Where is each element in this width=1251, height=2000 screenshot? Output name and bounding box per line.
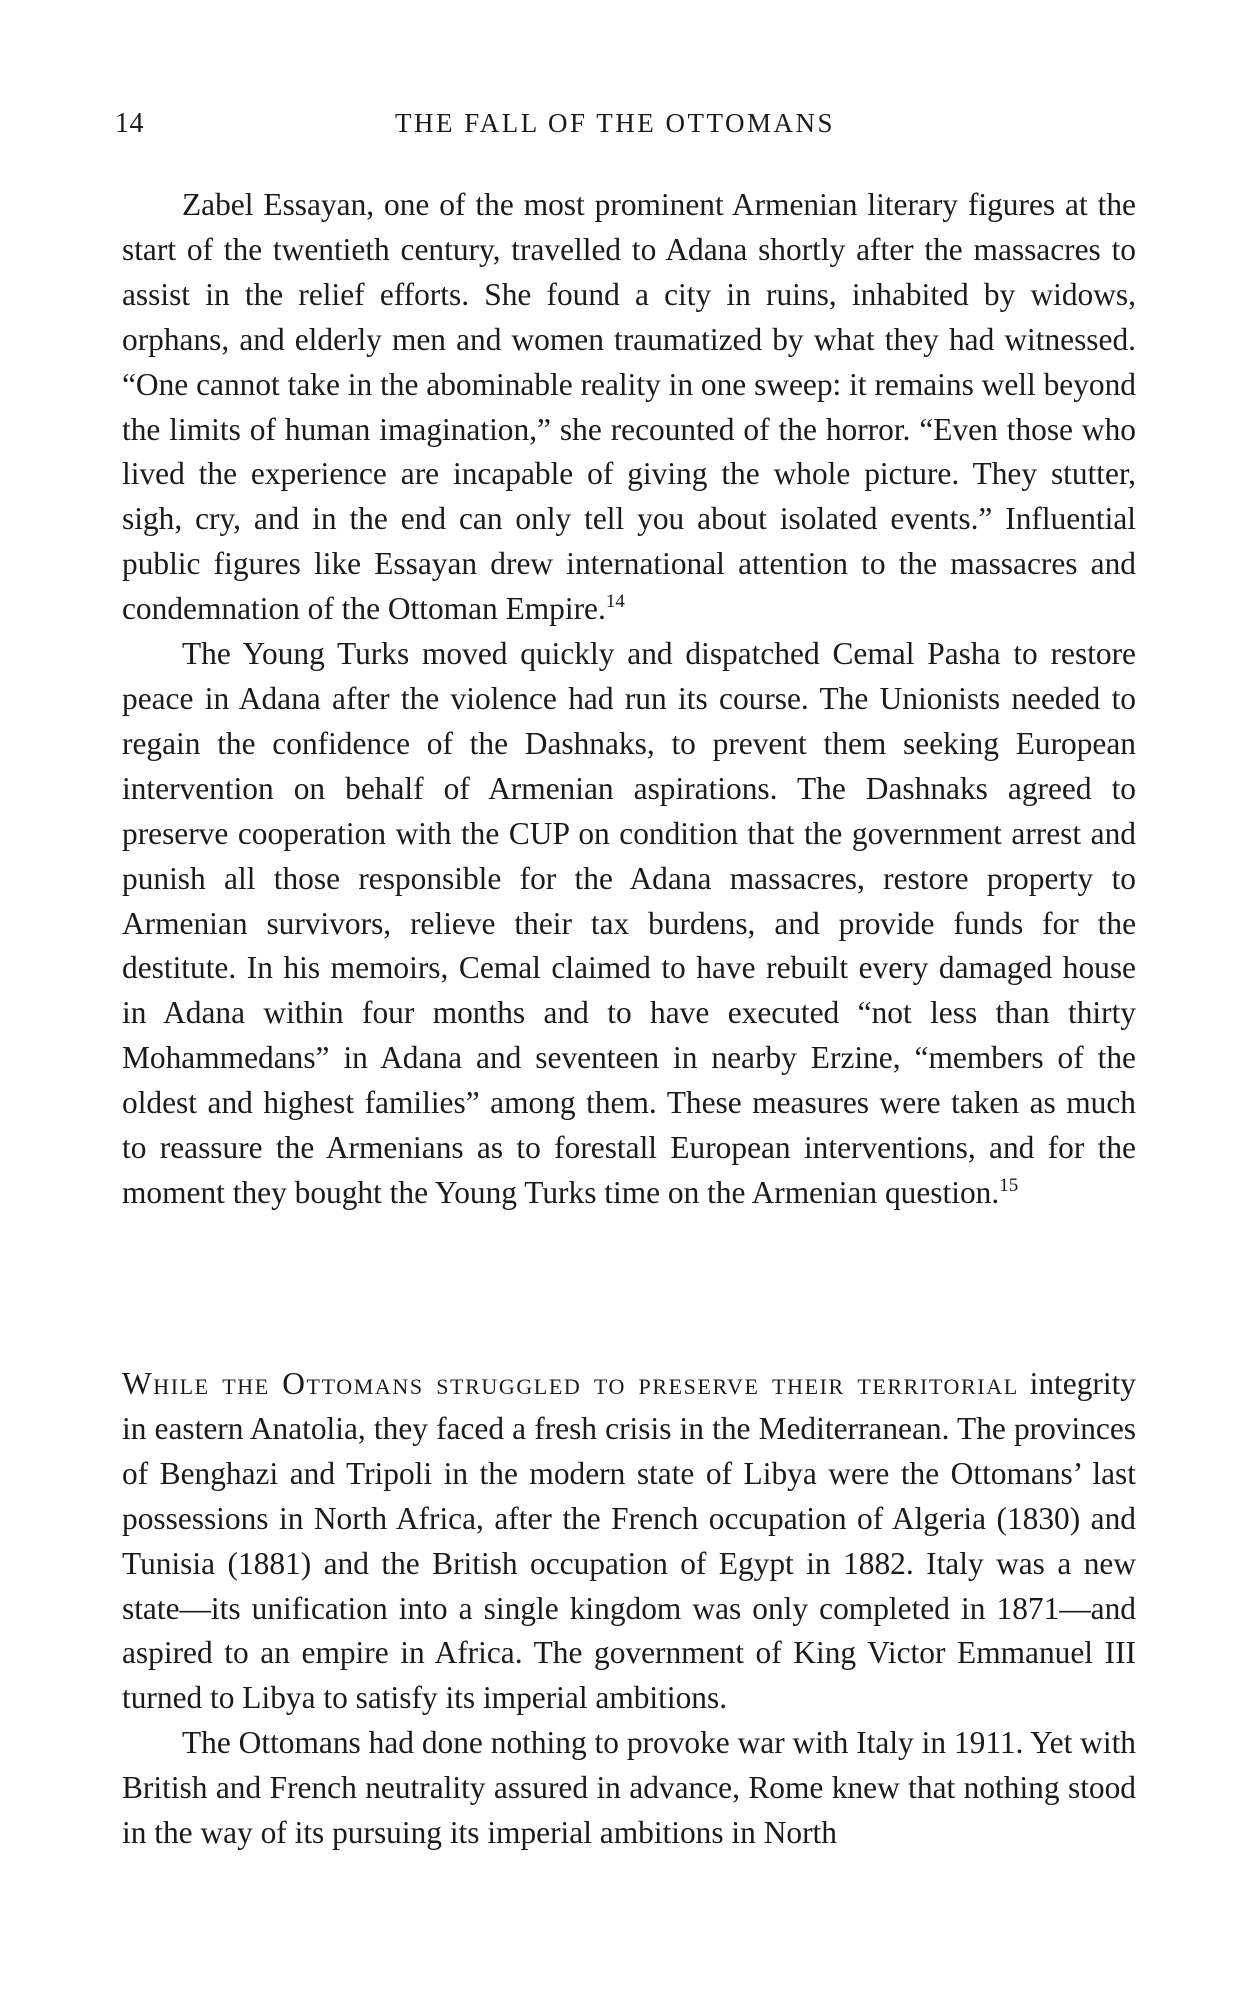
paragraph-text: integrity in eastern Anatolia, they faced a fresh crisis in the Mediterranean. The provinces of Benghazi and Tripoli in the modern state of Libya were the Ottomans’ last possessions in North Africa, after the French occupation of Algeria (1830) and Tunisia (1881) and the British occupation of Egypt in 1882. Italy was a new state—its unification into a single kingdom was only completed in 1871—and aspired to an empire in Africa. The government of King Victor Emmanuel III turned to Libya to satisfy its imperial ambitions. bbox=[122, 1366, 1136, 1716]
page-number: 14 bbox=[115, 108, 144, 139]
running-head bbox=[115, 108, 1135, 148]
section-1 bbox=[122, 183, 1136, 1216]
running-title: THE FALL OF THE OTTOMANS bbox=[395, 108, 836, 138]
paragraph-text: The Ottomans had done nothing to provoke war with Italy in 1911. Yet with British and French neutrality assured in advance, Rome knew that nothing stood in the way of its pursuing its imperial ambitions in North bbox=[122, 1725, 1136, 1851]
paragraph-essayan bbox=[122, 183, 1136, 632]
footnote-marker: 14 bbox=[605, 591, 625, 613]
section-lead-in: While the Ottomans struggled to preserve their territorial bbox=[122, 1366, 1019, 1401]
paragraph-text: Zabel Essayan, one of the most prominent Armenian literary figures at the start of the twentieth century, travelled to Adana shortly after the massacres to assist in the relief efforts. She found a city in ruins, inhabited by widows, orphans, and elderly men and women traumatized by what they had witnessed. “One cannot take in the abominable reality in one sweep: it remains well beyond the limits of human imagination,” she recounted of the horror. “Even those who lived the experience are incapable of giving the whole picture. They stutter, sigh, cry, and in the end can only tell you about isolated events.” Influential public figures like Essayan drew international attention to the massacres and condemnation of the Ottoman Empire. bbox=[122, 187, 1136, 627]
paragraph-mediterranean-crisis bbox=[122, 1362, 1136, 1721]
footnote-marker: 15 bbox=[999, 1174, 1019, 1196]
section-2 bbox=[122, 1362, 1136, 1856]
paragraph-italy-war bbox=[122, 1721, 1136, 1856]
paragraph-young-turks bbox=[122, 632, 1136, 1216]
paragraph-text: The Young Turks moved quickly and dispatched Cemal Pasha to restore peace in Adana after the violence had run its course. The Unionists needed to regain the confidence of the Dashnaks, to prevent them seeking European intervention on behalf of Armenian aspirations. The Dashnaks agreed to preserve cooperation with the CUP on condition that the government arrest and punish all those responsible for the Adana massacres, restore property to Armenian survivors, relieve their tax burdens, and provide funds for the destitute. In his memoirs, Cemal claimed to have rebuilt every damaged house in Adana within four months and to have executed “not less than thirty Mohammedans” in Adana and seventeen in nearby Erzine, “members of the oldest and highest families” among them. These measures were taken as much to reassure the Armenians as to forestall European interventions, and for the moment they bought the Young Turks time on the Armenian question. bbox=[122, 636, 1136, 1210]
